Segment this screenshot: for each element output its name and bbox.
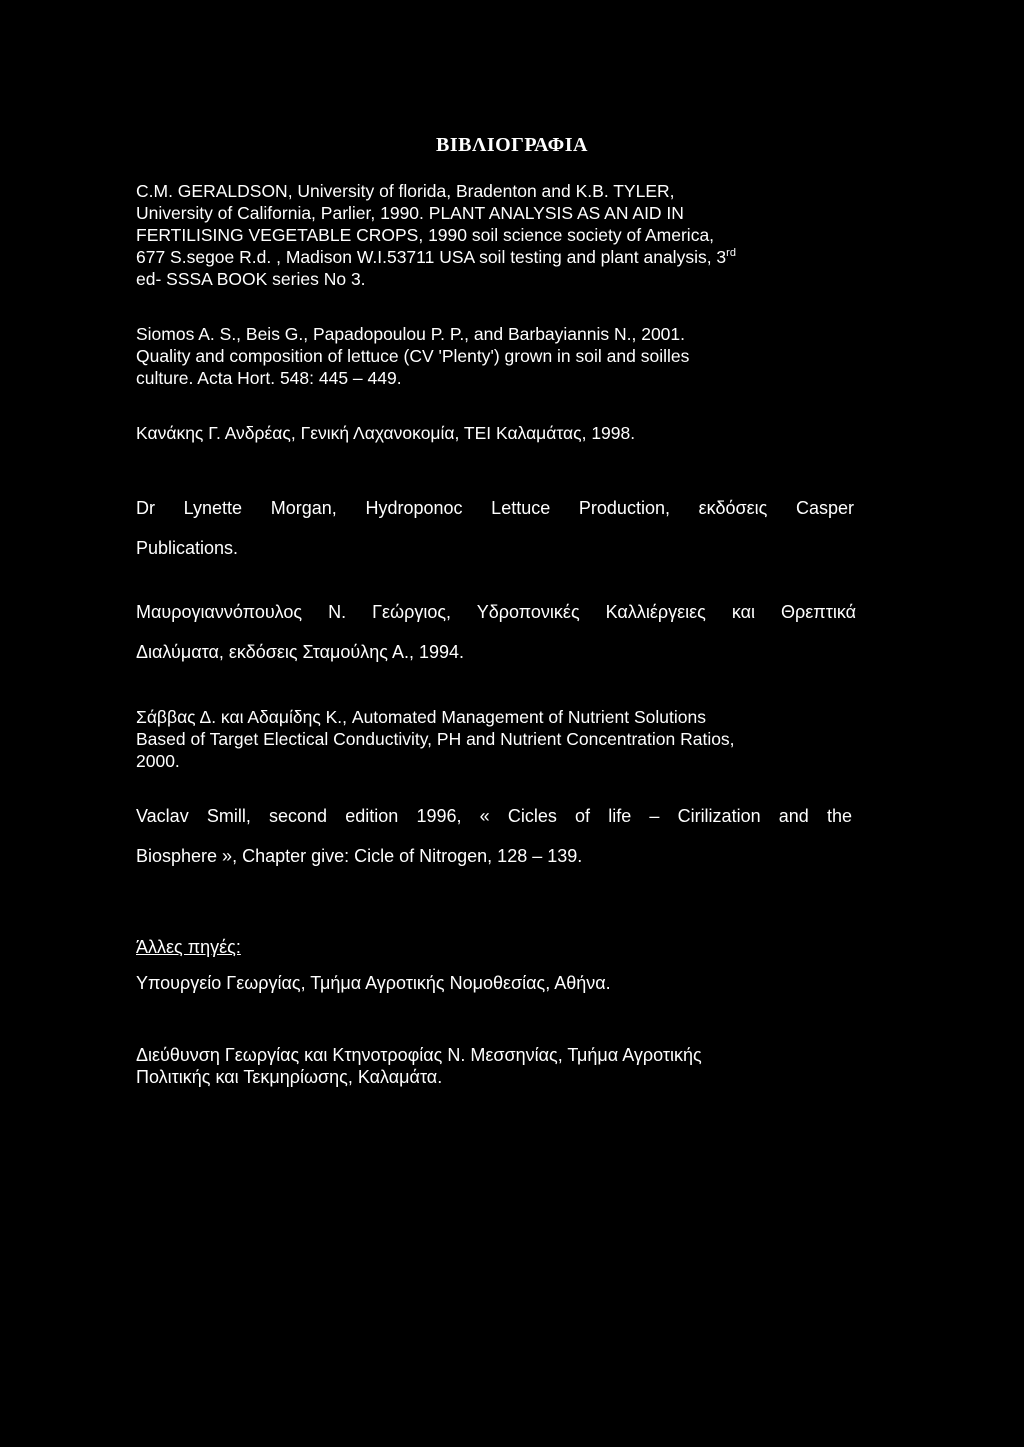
reference-line: culture. Acta Hort. 548: 445 – 449.: [136, 368, 402, 388]
reference-line: 2000.: [136, 751, 180, 771]
reference-morgan: [136, 488, 854, 568]
reference-line: FERTILISING VEGETABLE CROPS, 1990 soil science society of America,: [136, 225, 715, 245]
reference-line: [136, 246, 856, 268]
reference-line-text: 677 S.segoe R.d. , Madison W.I.53711 USA soil testing and plant analysis, 3: [136, 247, 727, 267]
other-source-ministry: [136, 972, 856, 994]
superscript: rd: [726, 247, 736, 260]
reference-mavrogiannopoulos: [136, 592, 856, 672]
reference-line: Πολιτικής και Τεκμηρίωσης, Καλαμάτα.: [136, 1067, 443, 1087]
reference-kanakis: [136, 422, 856, 444]
reference-siomos: [136, 323, 856, 389]
reference-line: Υπουργείο Γεωργίας, Τμήμα Αγροτικής Νομοθεσίας, Αθήνα.: [136, 973, 611, 993]
other-sources-heading: Άλλες πηγές:: [136, 937, 241, 957]
reference-line: Siomos A. S., Beis G., Papadopoulou P. P., and Barbayiannis N., 2001.: [136, 324, 686, 344]
reference-line: Quality and composition of lettuce (CV 'Plenty') grown in soil and soilles: [136, 346, 690, 366]
reference-line: Σάββας Δ. και Αδαμίδης Κ., Automated Management of Nutrient Solutions: [136, 707, 706, 727]
reference-line: Διαλύματα, εκδόσεις Σταμούλης Α., 1994.: [136, 642, 465, 662]
reference-line: Dr Lynette Morgan, Hydroponoc Lettuce Production, εκδόσεις Casper: [136, 498, 854, 518]
page-title: ΒΙΒΛΙΟΓΡΑΦΙΑ: [436, 134, 588, 156]
reference-line: Μαυρογιαννόπουλος Ν. Γεώργιος, Υδροπονικές Καλλιέργειες και Θρεπτικά: [136, 602, 856, 622]
reference-line: Κανάκης Γ. Ανδρέας, Γενική Λαχανοκομία, ΤΕΙ Καλαμάτας, 1998.: [136, 423, 636, 443]
reference-line: Based of Target Electical Conductivity, PH and Nutrient Concentration Ratios,: [136, 729, 735, 749]
reference-geraldson: [136, 180, 856, 290]
reference-line: University of California, Parlier, 1990. PLANT ANALYSIS AS AN AID IN: [136, 203, 684, 223]
reference-line: C.M. GERALDSON, University of florida, Bradenton and K.B. TYLER,: [136, 181, 675, 201]
reference-smil: [136, 796, 852, 876]
reference-line: Vaclav Smill, second edition 1996, « Cicles of life – Cirilization and the: [136, 806, 852, 826]
reference-savvas: [136, 706, 856, 772]
reference-line: ed- SSSA BOOK series No 3.: [136, 269, 366, 289]
other-source-directorate: [136, 1044, 856, 1088]
reference-line: Διεύθυνση Γεωργίας και Κτηνοτροφίας Ν. Μεσσηνίας, Τμήμα Αγροτικής: [136, 1045, 702, 1065]
reference-line: Biosphere », Chapter give: Cicle of Nitrogen, 128 – 139.: [136, 846, 583, 866]
reference-line: Publications.: [136, 538, 239, 558]
